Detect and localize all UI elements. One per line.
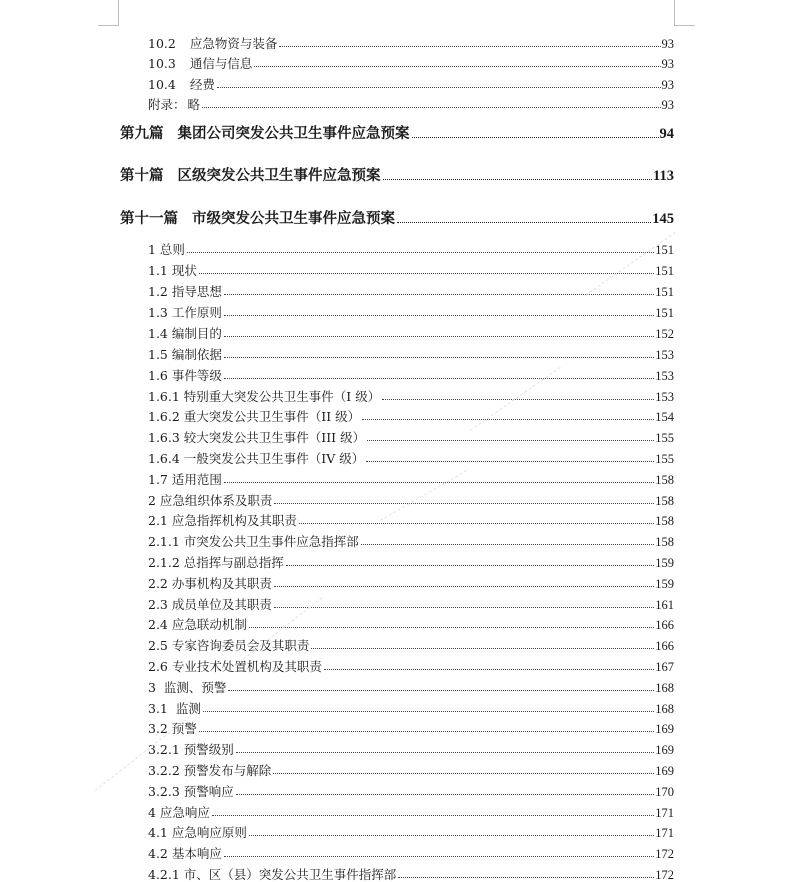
toc-page-number: 168 bbox=[655, 701, 674, 716]
toc-page-number: 172 bbox=[655, 846, 674, 861]
toc-page-number: 161 bbox=[655, 597, 674, 612]
toc-entry-text: 1.6.3 较大突发公共卫生事件（III 级） bbox=[148, 429, 366, 445]
toc-entry-row[interactable] bbox=[148, 50, 674, 70]
toc-entry-number: 第十篇 bbox=[120, 166, 164, 184]
toc-dot-leader bbox=[236, 752, 654, 753]
toc-entry-text: 1.1 现状 bbox=[148, 262, 197, 278]
toc-entry-row[interactable] bbox=[148, 819, 674, 839]
toc-entry-row[interactable] bbox=[148, 236, 674, 256]
toc-entry-text: 4.2.1 市、区（县）突发公共卫生事件指挥部 bbox=[148, 866, 397, 882]
toc-page-number: 169 bbox=[655, 763, 674, 778]
toc-entry-title bbox=[148, 262, 199, 278]
toc-page-number: 158 bbox=[655, 493, 674, 508]
toc-entry-row[interactable] bbox=[148, 715, 674, 735]
toc-entry-text: 1.6 事件等级 bbox=[148, 367, 222, 383]
toc-entry-row[interactable] bbox=[148, 757, 674, 777]
toc-entry-row[interactable] bbox=[148, 30, 674, 50]
toc-dot-leader bbox=[274, 607, 654, 608]
toc-dot-leader bbox=[324, 669, 654, 670]
toc-page-number: 166 bbox=[655, 638, 674, 653]
toc-entry-title bbox=[120, 209, 397, 227]
toc-entry-title bbox=[148, 637, 311, 653]
toc-page-number: 166 bbox=[655, 617, 674, 632]
toc-entry-row[interactable] bbox=[148, 487, 674, 507]
toc-entry-title bbox=[148, 554, 286, 570]
toc-entry-title bbox=[148, 241, 187, 257]
toc-page-number: 151 bbox=[655, 263, 674, 278]
toc-page-number: 171 bbox=[655, 825, 674, 840]
toc-page-number: 158 bbox=[655, 472, 674, 487]
toc-dot-leader bbox=[299, 523, 654, 524]
toc-entry-row[interactable] bbox=[148, 507, 674, 527]
toc-dot-leader bbox=[212, 815, 654, 816]
toc-dot-leader bbox=[217, 87, 661, 88]
toc-dot-leader bbox=[224, 315, 654, 316]
toc-entry-row[interactable] bbox=[148, 445, 674, 465]
toc-entry-title bbox=[148, 804, 212, 820]
toc-page-number: 170 bbox=[655, 784, 674, 799]
toc-page-number: 169 bbox=[655, 742, 674, 757]
toc-dot-leader bbox=[412, 137, 659, 138]
toc-entry-title bbox=[148, 76, 217, 92]
toc-entry-title bbox=[148, 866, 398, 882]
toc-dot-leader bbox=[224, 482, 654, 483]
toc-entry-row[interactable] bbox=[148, 424, 674, 444]
toc-entry-title bbox=[148, 679, 228, 695]
toc-entry-row[interactable] bbox=[148, 278, 674, 298]
toc-page-number: 172 bbox=[655, 867, 674, 882]
toc-entry-title bbox=[148, 720, 199, 736]
toc-page-number: 151 bbox=[655, 284, 674, 299]
toc-entry-title bbox=[148, 408, 362, 424]
toc-dot-leader bbox=[187, 252, 654, 253]
page-corner-mark-right-h bbox=[675, 25, 695, 26]
toc-dot-leader bbox=[236, 794, 654, 795]
toc-entry-text: 3 监测、预警 bbox=[148, 679, 227, 695]
toc-entry-row[interactable] bbox=[148, 549, 674, 569]
toc-entry-title bbox=[120, 166, 383, 184]
toc-entry-row[interactable] bbox=[148, 362, 674, 382]
toc-page-number: 151 bbox=[655, 305, 674, 320]
toc-page-number: 113 bbox=[653, 167, 674, 184]
toc-entry-text: 1.6.2 重大突发公共卫生事件（II 级） bbox=[148, 408, 361, 424]
toc-page-number: 153 bbox=[655, 347, 674, 362]
toc-dot-leader bbox=[249, 835, 654, 836]
toc-dot-leader bbox=[366, 461, 654, 462]
toc-entry-row[interactable] bbox=[148, 528, 674, 548]
toc-entry-row[interactable] bbox=[148, 861, 674, 881]
toc-entry-title bbox=[148, 492, 274, 508]
toc-entry-row[interactable] bbox=[148, 299, 674, 319]
toc-entry-row[interactable] bbox=[148, 341, 674, 361]
toc-entry-text: 略 bbox=[187, 96, 201, 112]
toc-chapter-row[interactable] bbox=[120, 161, 674, 183]
toc-entry-row[interactable] bbox=[148, 736, 674, 756]
toc-dot-leader bbox=[224, 294, 654, 295]
toc-page-number: 153 bbox=[655, 368, 674, 383]
toc-entry-text: 市级突发公共卫生事件应急预案 bbox=[192, 209, 395, 227]
toc-dot-leader bbox=[382, 399, 654, 400]
toc-entry-text: 2.3 成员单位及其职责 bbox=[148, 596, 272, 612]
toc-entry-text: 2 应急组织体系及职责 bbox=[148, 492, 273, 508]
toc-page-number: 159 bbox=[655, 555, 674, 570]
toc-entry-text: 1.5 编制依据 bbox=[148, 346, 222, 362]
toc-entry-number: 10.4 bbox=[148, 76, 176, 92]
toc-entry-text: 1.2 指导思想 bbox=[148, 283, 222, 299]
toc-dot-leader bbox=[199, 731, 654, 732]
toc-entry-row[interactable] bbox=[148, 799, 674, 819]
toc-entry-text: 3.2.1 预警级别 bbox=[148, 741, 234, 757]
toc-dot-leader bbox=[383, 179, 653, 180]
toc-dot-leader bbox=[274, 586, 654, 587]
toc-entry-text: 2.1.2 总指挥与副总指挥 bbox=[148, 554, 284, 570]
toc-dot-leader bbox=[286, 565, 654, 566]
toc-entry-text: 1 总则 bbox=[148, 241, 185, 257]
toc-dot-leader bbox=[224, 378, 654, 379]
toc-entry-text: 区级突发公共卫生事件应急预案 bbox=[177, 166, 381, 184]
toc-page-number: 152 bbox=[655, 326, 674, 341]
toc-entry-text: 1.6.1 特别重大突发公共卫生事件（I 级） bbox=[148, 388, 381, 404]
toc-entry-row[interactable] bbox=[148, 383, 674, 403]
toc-page-number: 159 bbox=[655, 576, 674, 591]
toc-page-number: 93 bbox=[661, 77, 674, 92]
toc-entry-row[interactable] bbox=[148, 632, 674, 652]
toc-dot-leader bbox=[224, 856, 654, 857]
toc-entry-text: 2.5 专家咨询委员会及其职责 bbox=[148, 637, 310, 653]
toc-entry-row[interactable] bbox=[148, 778, 674, 798]
toc-entry-title bbox=[120, 124, 412, 142]
toc-entry-number: 10.2 bbox=[148, 35, 176, 51]
toc-entry-row[interactable] bbox=[148, 257, 674, 277]
toc-entry-row[interactable] bbox=[148, 466, 674, 486]
toc-dot-leader bbox=[398, 877, 654, 878]
toc-dot-leader bbox=[249, 627, 654, 628]
toc-entry-row[interactable] bbox=[148, 320, 674, 340]
toc-entry-number: 附录： bbox=[148, 96, 186, 112]
toc-entry-text: 4 应急响应 bbox=[148, 804, 210, 820]
toc-page-number: 169 bbox=[655, 721, 674, 736]
toc-entry-text: 3.2 预警 bbox=[148, 720, 197, 736]
toc-entry-text: 应急物资与装备 bbox=[189, 35, 278, 51]
toc-page-number: 154 bbox=[655, 409, 674, 424]
toc-entry-title bbox=[148, 512, 299, 528]
toc-entry-title bbox=[148, 533, 361, 549]
toc-dot-leader bbox=[254, 66, 660, 67]
toc-dot-leader bbox=[367, 440, 654, 441]
toc-entry-row[interactable] bbox=[148, 570, 674, 590]
toc-dot-leader bbox=[274, 503, 654, 504]
toc-page-number: 158 bbox=[655, 534, 674, 549]
toc-entry-title bbox=[148, 346, 224, 362]
toc-entry-title bbox=[148, 845, 224, 861]
toc-entry-row[interactable] bbox=[148, 71, 674, 91]
toc-page-number: 151 bbox=[655, 242, 674, 257]
toc-page-number: 153 bbox=[655, 389, 674, 404]
toc-dot-leader bbox=[397, 222, 651, 223]
toc-entry-title bbox=[148, 700, 203, 716]
toc-entry-title bbox=[148, 471, 224, 487]
toc-entry-text: 2.1.1 市突发公共卫生事件应急指挥部 bbox=[148, 533, 359, 549]
toc-entry-text: 1.7 适用范围 bbox=[148, 471, 222, 487]
toc-dot-leader bbox=[228, 690, 654, 691]
toc-entry-title bbox=[148, 283, 224, 299]
toc-dot-leader bbox=[279, 46, 660, 47]
toc-page-number: 93 bbox=[661, 97, 674, 112]
toc-entry-title bbox=[148, 55, 254, 71]
toc-entry-row[interactable] bbox=[148, 653, 674, 673]
toc-dot-leader bbox=[203, 711, 654, 712]
toc-entry-title bbox=[148, 658, 324, 674]
toc-dot-leader bbox=[224, 336, 654, 337]
toc-entry-title bbox=[148, 596, 274, 612]
toc-entry-text: 1.3 工作原则 bbox=[148, 304, 222, 320]
toc-dot-leader bbox=[199, 273, 654, 274]
toc-entry-row[interactable] bbox=[148, 91, 674, 111]
toc-entry-title bbox=[148, 388, 382, 404]
toc-entry-title bbox=[148, 304, 224, 320]
toc-page-number: 155 bbox=[655, 451, 674, 466]
toc-entry-row[interactable] bbox=[148, 403, 674, 423]
toc-dot-leader bbox=[202, 107, 660, 108]
toc-dot-leader bbox=[361, 544, 654, 545]
toc-dot-leader bbox=[224, 357, 654, 358]
toc-entry-text: 经费 bbox=[189, 76, 215, 92]
toc-entry-text: 1.4 编制目的 bbox=[148, 325, 222, 341]
toc-entry-text: 通信与信息 bbox=[189, 55, 253, 71]
toc-chapter-row[interactable] bbox=[120, 119, 674, 141]
toc-page-number: 155 bbox=[655, 430, 674, 445]
toc-entry-text: 2.2 办事机构及其职责 bbox=[148, 575, 272, 591]
toc-dot-leader bbox=[273, 773, 654, 774]
toc-entry-row[interactable] bbox=[148, 611, 674, 631]
toc-entry-title bbox=[148, 575, 274, 591]
toc-entry-text: 4.1 应急响应原则 bbox=[148, 824, 247, 840]
toc-page-number: 168 bbox=[655, 680, 674, 695]
page-corner-mark-left bbox=[118, 0, 119, 26]
toc-entry-row[interactable] bbox=[148, 674, 674, 694]
toc-entry-number: 10.3 bbox=[148, 55, 176, 71]
toc-page-number: 94 bbox=[659, 125, 674, 142]
toc-page-number: 167 bbox=[655, 659, 674, 674]
page-corner-mark-left-h bbox=[98, 25, 118, 26]
toc-entry-title bbox=[148, 450, 366, 466]
toc-entry-title bbox=[148, 35, 279, 51]
toc-dot-leader bbox=[311, 648, 654, 649]
page-corner-mark-right bbox=[674, 0, 675, 26]
toc-page-number: 171 bbox=[655, 805, 674, 820]
toc-chapter-row[interactable] bbox=[120, 204, 674, 226]
toc-entry-text: 2.1 应急指挥机构及其职责 bbox=[148, 512, 297, 528]
toc-entry-row[interactable] bbox=[148, 591, 674, 611]
toc-entry-number: 第九篇 bbox=[120, 124, 164, 142]
toc-entry-text: 3.2.2 预警发布与解除 bbox=[148, 762, 272, 778]
toc-entry-text: 2.6 专业技术处置机构及其职责 bbox=[148, 658, 322, 674]
toc-entry-title bbox=[148, 616, 249, 632]
toc-entry-title bbox=[148, 741, 236, 757]
toc-entry-number: 第十一篇 bbox=[120, 209, 178, 227]
toc-entry-text: 集团公司突发公共卫生事件应急预案 bbox=[177, 124, 410, 142]
toc-dot-leader bbox=[362, 419, 654, 420]
toc-entry-title bbox=[148, 762, 273, 778]
toc-entry-title bbox=[148, 96, 202, 112]
toc-entry-title bbox=[148, 783, 236, 799]
toc-entry-row[interactable] bbox=[148, 695, 674, 715]
toc-entry-text: 2.4 应急联动机制 bbox=[148, 616, 247, 632]
toc-page-number: 93 bbox=[661, 56, 674, 71]
toc-entry-title bbox=[148, 824, 249, 840]
toc-entry-text: 3.2.3 预警响应 bbox=[148, 783, 234, 799]
toc-page-number: 93 bbox=[661, 36, 674, 51]
toc-entry-title bbox=[148, 325, 224, 341]
toc-entry-text: 3.1 监测 bbox=[148, 700, 201, 716]
toc-page-number: 145 bbox=[652, 210, 674, 227]
toc-entry-row[interactable] bbox=[148, 840, 674, 860]
toc-entry-title bbox=[148, 429, 367, 445]
toc-entry-text: 4.2 基本响应 bbox=[148, 845, 222, 861]
toc-entry-title bbox=[148, 367, 224, 383]
toc-page-number: 158 bbox=[655, 513, 674, 528]
toc-entry-text: 1.6.4 一般突发公共卫生事件（IV 级） bbox=[148, 450, 365, 466]
